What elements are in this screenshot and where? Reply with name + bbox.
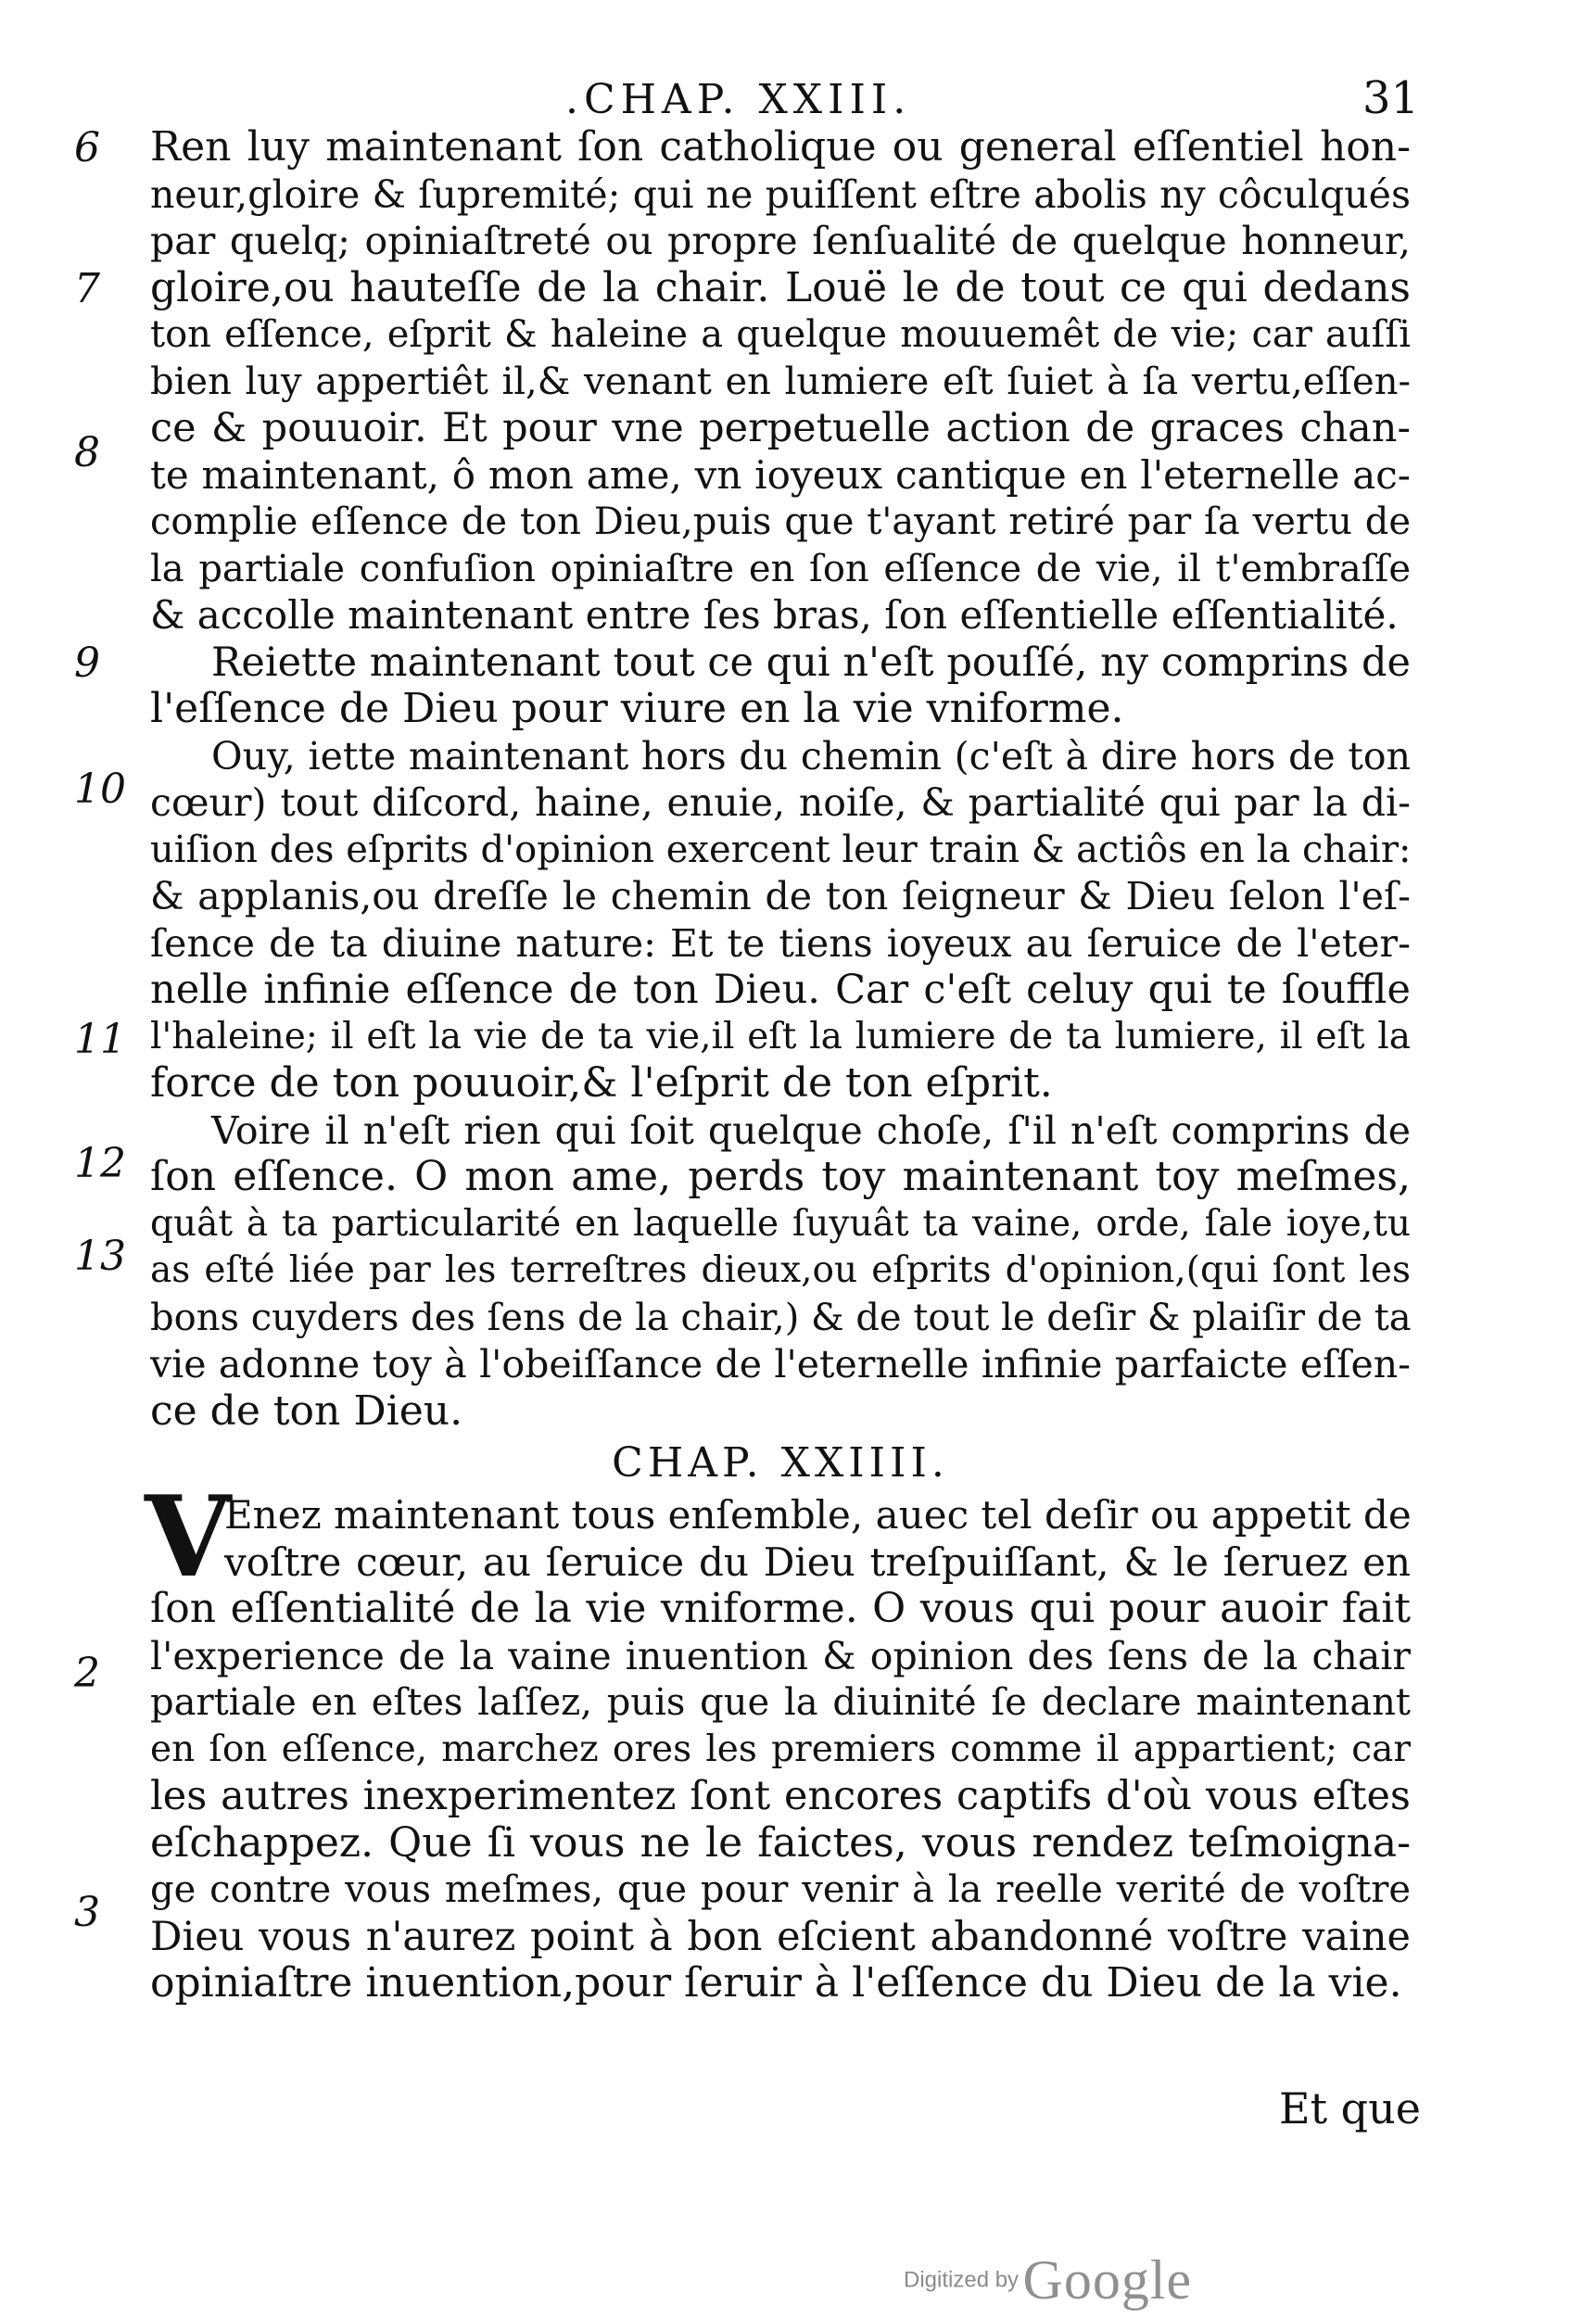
chapter-heading: CHAP. XXIIII. [612, 1439, 949, 1487]
text-line: nelle infinie eſſence de ton Dieu. Car c'eſt celuy qui te ſouffle [150, 967, 1411, 1013]
text-line: ce de ton Dieu. [150, 1386, 463, 1435]
running-chapter-title: .CHAP. XXIII. [565, 76, 912, 123]
text-line: bons cuyders des ſens de la chair,) & de tout le deſir & plaiſir de ta [150, 1296, 1412, 1339]
text-line: ge contre vous meſmes, que pour venir à la reelle verité de voſtre [150, 1868, 1411, 1911]
text-line: complie eſſence de ton Dieu,puis que t'ayant retiré par ſa vertu de [150, 500, 1411, 543]
verse-number: 13 [74, 1233, 126, 1280]
verse-number: 9 [74, 639, 100, 687]
text-line: l'experience de la vaine inuention & opinion des ſens de la chair [150, 1633, 1411, 1678]
main-text [145, 123, 1412, 2007]
text-line: ſon eſſence. O mon ame, perds toy maintenant toy meſmes, [150, 1153, 1411, 1200]
text-line: Enez maintenant tous enſemble, auec tel deſir ou appetit de [224, 1492, 1412, 1538]
text-line: uiſion des eſprits d'opinion exercent leur train & actiôs en la chair: [150, 828, 1412, 871]
text-line: vie adonne toy à l'obeiſſance de l'eternelle infinie parfaicte eſſen- [150, 1342, 1411, 1386]
verse-number: 6 [74, 124, 100, 171]
text-line: Voire il n'eſt rien qui ſoit quelque choſe, ſ'il n'eſt comprins de [211, 1108, 1411, 1153]
text-line: ce & pouuoir. Et pour vne perpetuelle action de graces chan- [150, 405, 1411, 451]
text-line: l'eſſence de Dieu pour viure en la vie vniforme. [150, 685, 1124, 732]
catchword: Et que [1279, 2083, 1421, 2133]
text-line: ſon eſſentialité de la vie vniforme. O vous qui pour auoir fait [150, 1585, 1411, 1632]
verse-number: 10 [74, 766, 126, 813]
text-line: en ſon eſſence, marchez ores les premiers comme il appartient; car [150, 1728, 1411, 1770]
text-line: partiale en eſtes laſſez, puis que la diuinité ſe declare maintenant [150, 1681, 1411, 1724]
drop-cap: V [145, 1472, 232, 1602]
text-line: & applanis,ou dreſſe le chemin de ton ſeigneur & Dieu ſelon l'eſ- [150, 874, 1411, 918]
text-line: les autres inexperimentez ſont encores captifs d'où vous eſtes [150, 1773, 1411, 1819]
text-line: & accolle maintenant entre ſes bras, ſon eſſentielle eſſentialité. [150, 592, 1399, 638]
verse-number: 2 [74, 1650, 100, 1697]
text-line: voſtre cœur, au ſeruice du Dieu treſpuiſſant, & le ſeruez en [224, 1538, 1411, 1585]
digitized-by-label: Digitized by [904, 2267, 1020, 2293]
verse-number: 7 [74, 265, 100, 312]
text-line: Ouy, iette maintenant hors du chemin (c'eſt à dire hors de ton [211, 733, 1411, 779]
text-line: quât à ta particularité en laquelle ſuyuât ta vaine, orde, ſale ioye,tu [150, 1202, 1411, 1245]
verse-number: 8 [74, 429, 100, 476]
verse-number: 11 [74, 1016, 126, 1063]
text-line: ſence de ta diuine nature: Et te tiens ioyeux au ſeruice de l'eter- [150, 920, 1411, 966]
text-line: cœur) tout diſcord, haine, enuie, noiſe, & partialité qui par la di- [150, 780, 1411, 825]
text-line: la partiale confuſion opiniaſtre en ſon eſſence de vie, il t'embraſſe [150, 547, 1411, 590]
text-line: opiniaſtre inuention,pour ſeruir à l'eſſence du Dieu de la vie. [150, 1959, 1402, 2007]
text-line: par quelq; opiniaſtreté ou propre ſenſualité de quelque honneur, [150, 219, 1411, 263]
text-line: Ren luy maintenant ſon catholique ou general eſſentiel hon- [150, 123, 1411, 171]
text-line: l'haleine; il eſt la vie de ta vie,il eſt la lumiere de ta lumiere, il eſt la [150, 1015, 1411, 1057]
page-number: 31 [1362, 72, 1420, 124]
text-line: te maintenant, ô mon ame, vn ioyeux cantique en l'eternelle ac- [150, 451, 1411, 498]
digitized-watermark [904, 2248, 1192, 2312]
text-line: eſchappez. Que ſi vous ne le faictes, vous rendez teſmoigna- [150, 1818, 1411, 1867]
text-line: bien luy appertiêt il,& venant en lumiere eſt ſuiet à ſa vertu,eſſen- [150, 360, 1411, 403]
verse-number: 12 [74, 1140, 126, 1187]
text-line: Reiette maintenant tout ce qui n'eſt pouſſé, ny comprins de [211, 639, 1411, 686]
text-line: gloire,ou hauteſſe de la chair. Louë le de tout ce qui dedans [150, 263, 1411, 311]
verse-number: 3 [74, 1889, 100, 1936]
google-logo: Google [1022, 2249, 1193, 2311]
text-line: force de ton pouuoir,& l'eſprit de ton eſprit. [150, 1059, 1053, 1107]
text-line: Dieu vous n'aurez point à bon eſcient abandonné voſtre vaine [150, 1913, 1411, 1960]
text-line: neur,gloire & ſupremité; qui ne puiſſent eſtre abolis ny côculqués [150, 171, 1411, 217]
text-line: ton eſſence, eſprit & haleine a quelque mouuemêt de vie; car auſſi [150, 313, 1411, 356]
text-line: as eſté liée par les terreſtres dieux,ou eſprits d'opinion,(qui ſont les [150, 1249, 1411, 1291]
